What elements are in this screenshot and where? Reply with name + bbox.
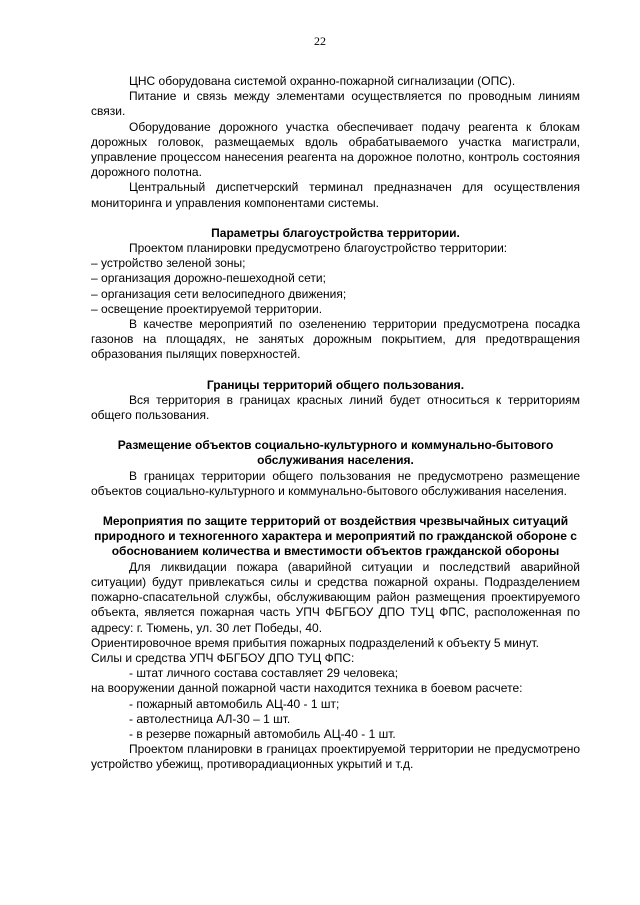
- list-item: - штат личного состава составляет 29 человека;: [129, 666, 399, 681]
- paragraph-social-objects: В границах территории общего пользования не предусмотрено размещение объектов социально-культурного и коммунально-бытового обслуживания населения.: [91, 468, 580, 498]
- heading-landscaping: Параметры благоустройства территории.: [211, 225, 460, 240]
- paragraph-greening: В качестве мероприятий по озеленению территории предусмотрена посадка газонов на площадях, не занятых дорожным покрытием, для предотвращения образования пылящих поверхностей.: [91, 317, 580, 362]
- paragraph-forces-title: Силы и средства УПЧ ФБГБОУ ДПО ТУЦ ФПС:: [91, 650, 355, 665]
- paragraph-arrival-time: Ориентировочное время прибытия пожарных подразделений к объекту 5 минут.: [91, 635, 540, 650]
- paragraph-power: Питание и связь между элементами осуществляется по проводным линиям связи.: [91, 89, 580, 119]
- heading-social-objects: Размещение объектов социально-культурного и коммунально-бытового обслуживания населения.: [117, 438, 554, 468]
- list-item: – организация дорожно-пешеходной сети;: [91, 271, 326, 286]
- list-item: - в резерве пожарный автомобиль АЦ-40 - 1 шт.: [129, 726, 396, 741]
- document-body: [91, 74, 580, 773]
- paragraph-landscaping-intro: Проектом планировки предусмотрено благоустройство территории:: [129, 241, 508, 256]
- heading-emergency: Мероприятия по защите территорий от воздействия чрезвычайных ситуаций природного и техногенного характера и мероприятий по гражданской обороне с обоснованием количества и вместимости объектов гражданской обороны: [94, 514, 577, 559]
- paragraph-equipment-intro: на вооружении данной пожарной части находится техника в боевом расчете:: [91, 681, 523, 696]
- paragraph-shelters: Проектом планировки в границах проектируемой территории не предусмотрено устройство убежищ, противорадиационных укрытий и т.д.: [91, 742, 580, 772]
- paragraph-ops: ЦНС оборудована системой охранно-пожарной сигнализации (ОПС).: [129, 74, 516, 88]
- list-item: – освещение проектируемой территории.: [91, 301, 323, 316]
- list-item: - пожарный автомобиль АЦ-40 - 1 шт;: [129, 696, 340, 711]
- list-item: – организация сети велосипедного движения;: [91, 286, 347, 301]
- list-item: – устройство зеленой зоны;: [91, 256, 246, 271]
- page-number: 22: [314, 34, 326, 48]
- heading-public-territories: Границы территорий общего пользования.: [206, 377, 465, 392]
- paragraph-road-equipment: Оборудование дорожного участка обеспечивает подачу реагента к блокам дорожных головок, размещаемых вдоль обрабатываемого участка магистрали, управление процессом нанесения реагента на дорожное полотно, контроль состояния дорожного полотна.: [91, 119, 580, 180]
- paragraph-fire-forces: Для ликвидации пожара (аварийной ситуации и последствий аварийной ситуации) будут привлекаться силы и средства пожарной охраны. Подразделением пожарно-спасательной службы, обслуживающим район размещения проектируемого объекта, является пожарная часть УПЧ ФБГБОУ ДПО ТУЦ ФПС, расположенная по адресу: г. Тюмень, ул. 30 лет Победы, 40.: [91, 559, 580, 635]
- paragraph-terminal: Центральный диспетчерский терминал предназначен для осуществления мониторинга и управления компонентами системы.: [91, 180, 580, 210]
- paragraph-public-territories: Вся территория в границах красных линий будет относиться к территориям общего пользования.: [91, 392, 580, 423]
- list-item: - автолестница АЛ-30 – 1 шт.: [129, 711, 291, 726]
